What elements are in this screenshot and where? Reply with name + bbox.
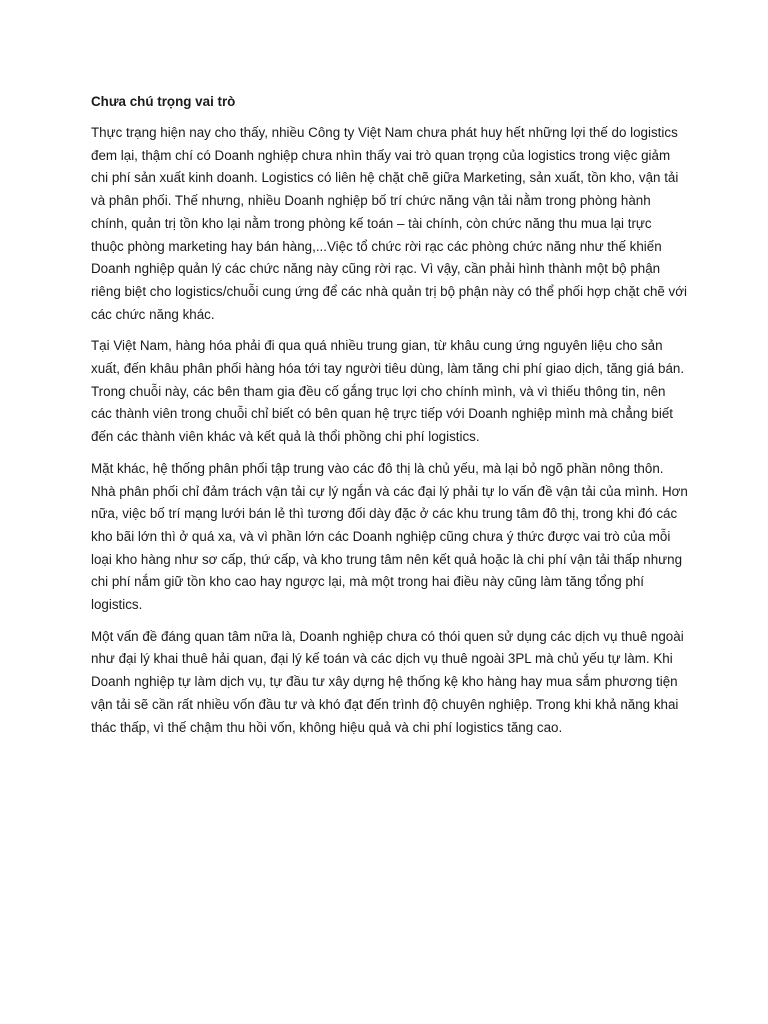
document-page — [91, 93, 688, 748]
paragraph-3: Mặt khác, hệ thống phân phối tập trung vào các đô thị là chủ yếu, mà lại bỏ ngõ phần nông thôn. Nhà phân phối chỉ đảm trách vận tải cự lý ngắn và các đại lý phải tự lo vấn đề vận tải của mình. Hơn nữa, việc bố trí mạng lưới bán lẻ thì tương đối dày đặc ở các khu trung tâm đô thị, trong khi đó các kho bãi lớn thì ở quá xa, và vì phần lớn các Doanh nghiệp cũng chưa ý thức được vai trò của mỗi loại kho hàng như sơ cấp, thứ cấp, và kho trung tâm nên kết quả hoặc là chi phí vận tải thấp nhưng chi phí nắm giữ tồn kho cao hay ngược lại, mà một trong hai điều này cũng làm tăng tổng phí logistics. — [91, 460, 688, 613]
paragraph-2: Tại Việt Nam, hàng hóa phải đi qua quá nhiều trung gian, từ khâu cung ứng nguyên liệu cho sản xuất, đến khâu phân phối hàng hóa tới tay người tiêu dùng, làm tăng chi phí giao dịch, tăng giá bán. Trong chuỗi này, các bên tham gia đều cố gắng trục lợi cho chính mình, và vì thiếu thông tin, nên các thành viên trong chuỗi chỉ biết có bên quan hệ trực tiếp với Doanh nghiệp mình mà chẳng biết đến các thành viên khác và kết quả là thổi phồng chi phí logistics. — [91, 338, 685, 445]
paragraph-4: Một vấn đề đáng quan tâm nữa là, Doanh nghiệp chưa có thói quen sử dụng các dịch vụ thuê ngoài như đại lý khai thuê hải quan, đại lý kế toán và các dịch vụ thuê ngoài 3PL mà chủ yếu tự làm. Khi Doanh nghiệp tự làm dịch vụ, tự đầu tư xây dựng hệ thống kệ kho hàng hay mua sắm phương tiện vận tải sẽ cần rất nhiều vốn đầu tư và khó đạt đến trình độ chuyên nghiệp. Trong khi khả năng khai thác thấp, vì thế chậm thu hồi vốn, không hiệu quả và chi phí logistics tăng cao. — [91, 628, 684, 735]
section-heading: Chưa chú trọng vai trò — [91, 94, 236, 109]
paragraph-1: Thực trạng hiện nay cho thấy, nhiều Công ty Việt Nam chưa phát huy hết những lợi thế do logistics đem lại, thậm chí có Doanh nghiệp chưa nhìn thấy vai trò quan trọng của logistics trong việc giảm chi phí sản xuất kinh doanh. Logistics có liên hệ chặt chẽ giữa Marketing, sản xuất, tồn kho, vận tải và phân phối. Thế nhưng, nhiều Doanh nghiệp bố trí chức năng vận tải nằm trong phòng hành chính, quản trị tồn kho lại nằm trong phòng kế toán – tài chính, còn chức năng thu mua lại trực thuộc phòng marketing hay bán hàng,...Việc tổ chức rời rạc các phòng chức năng như thế khiến Doanh nghiệp quản lý các chức năng này cũng rời rạc. Vì vậy, cần phải hình thành một bộ phận riêng biệt cho logistics/chuỗi cung ứng để các nhà quản trị bộ phận này có thể phối hợp chặt chẽ với các chức năng khác. — [91, 125, 688, 322]
